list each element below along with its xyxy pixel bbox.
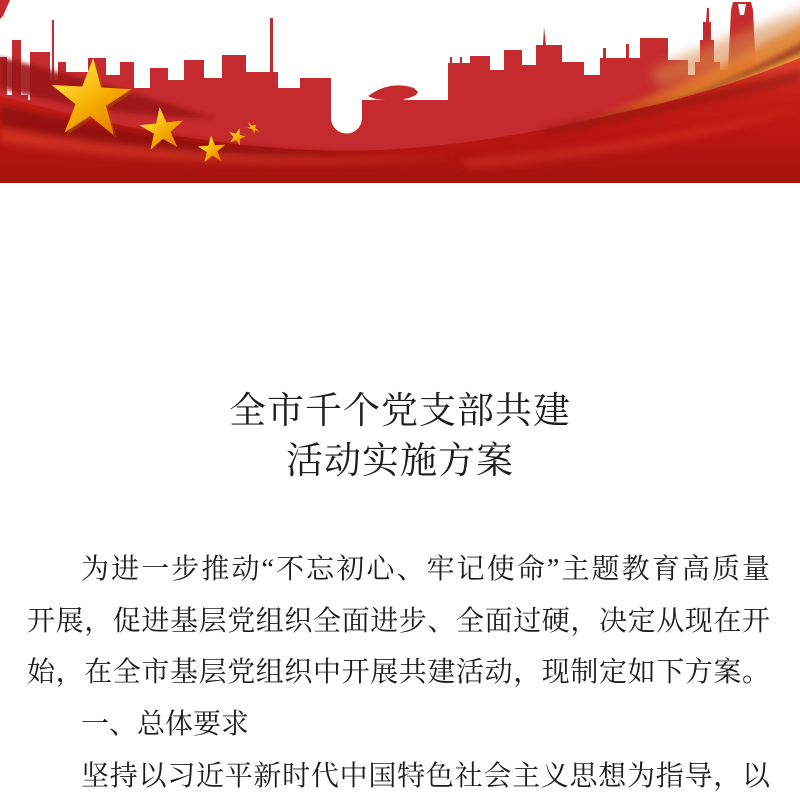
paragraph-line-4: 坚持以习近平新时代中国特色社会主义思想为指导，以 (81, 761, 770, 792)
section-heading: 一、总体要求 (81, 709, 250, 740)
document-title-line-1: 全市千个党支部共建 (229, 391, 571, 432)
paragraph-line-1: 为进一步推动“不忘初心、牢记使命”主题教育高质量 (81, 554, 770, 585)
paragraph-line-3: 始，在全市基层党组织中开展共建活动，现制定如下方案。 (27, 657, 770, 688)
paragraph-line-2: 开展，促进基层党组织全面进步、全面过硬，决定从现在开 (27, 606, 770, 637)
document-title-line-2: 活动实施方案 (286, 441, 514, 482)
